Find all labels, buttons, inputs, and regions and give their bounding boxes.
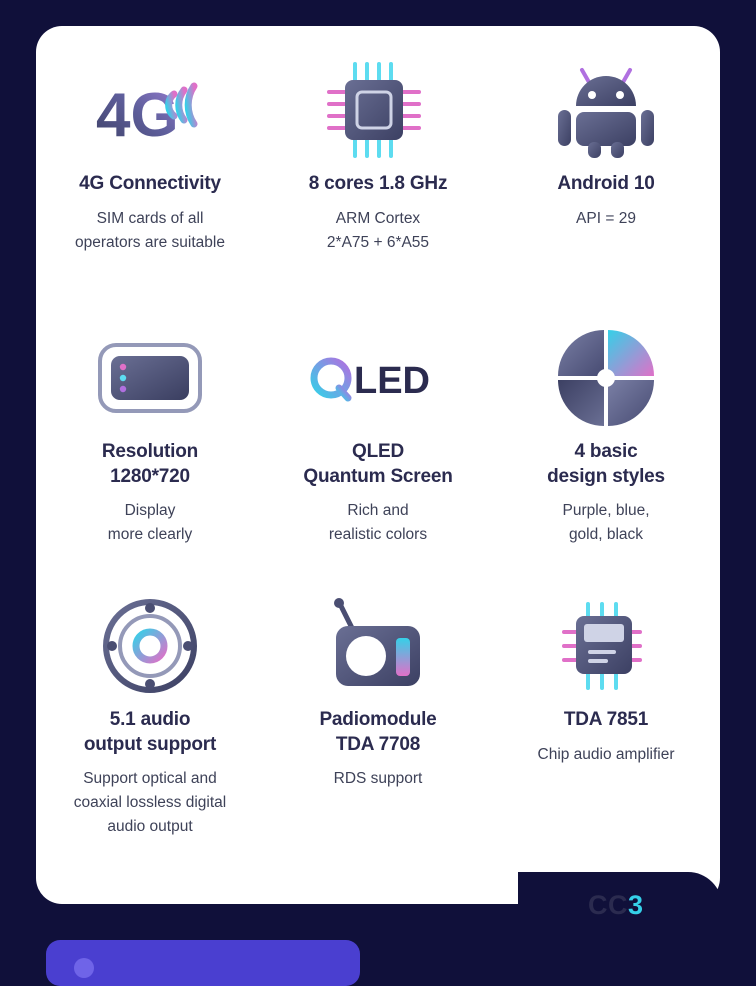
qled-logo-icon [308, 322, 448, 434]
feature-title: 8 cores 1.8 GHz [308, 173, 448, 194]
card-notch-fill [494, 856, 518, 904]
feature-subtitle: Support optical and coaxial lossless digital audio output [73, 770, 227, 836]
feature-subtitle: RDS support [333, 770, 423, 788]
amplifier-chip-icon [558, 590, 654, 702]
feature-title: Resolution 1280*720 [101, 441, 199, 487]
feature-cell-android [492, 54, 720, 322]
speaker-audio-icon [102, 590, 198, 702]
feature-subtitle: SIM cards of all operators are suitable [75, 209, 225, 251]
svg-text:4G: 4G [96, 81, 179, 150]
feature-title: Android 10 [557, 173, 655, 194]
feature-title: 4 basic design styles [547, 441, 665, 487]
svg-text:LED: LED [354, 360, 430, 402]
pinwheel-styles-icon [556, 322, 656, 434]
brand-logo-main: CC [588, 890, 628, 920]
feature-cell-audio [36, 590, 264, 858]
feature-subtitle: Purple, blue, gold, black [562, 502, 650, 544]
android-robot-icon [554, 54, 658, 166]
feature-title: 5.1 audio output support [83, 709, 217, 755]
feature-cell-resolution [36, 322, 264, 590]
4g-signal-icon [90, 54, 210, 166]
feature-cell-amplifier [492, 590, 720, 858]
feature-subtitle: Display more clearly [107, 502, 193, 544]
feature-title: 4G Connectivity [79, 173, 221, 194]
cpu-chip-icon [323, 54, 433, 166]
brand-logo-accent: 3 [628, 890, 644, 920]
feature-subtitle: API = 29 [576, 209, 636, 227]
feature-subtitle: Rich and realistic colors [328, 502, 428, 544]
feature-subtitle: Chip audio amplifier [537, 745, 675, 763]
feature-cell-radio [264, 590, 492, 858]
brand-logo [588, 890, 644, 921]
feature-cell-4g [36, 54, 264, 322]
radio-module-icon [326, 590, 430, 702]
feature-cell-styles [492, 322, 720, 590]
screen-resolution-icon [97, 322, 203, 434]
feature-title: TDA 7851 [563, 709, 649, 730]
feature-grid [36, 26, 720, 904]
feature-cell-cpu [264, 54, 492, 322]
feature-title: QLED Quantum Screen [303, 441, 453, 487]
bottom-panel-dot [74, 958, 94, 978]
feature-title: Padiomodule TDA 7708 [319, 709, 437, 755]
feature-subtitle: ARM Cortex 2*A75 + 6*A55 [326, 209, 430, 251]
feature-cell-qled [264, 322, 492, 590]
